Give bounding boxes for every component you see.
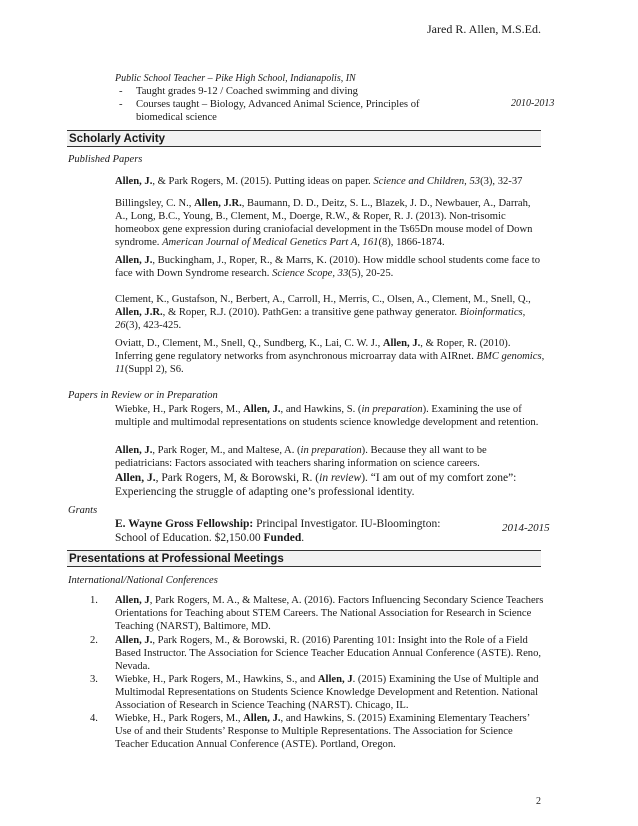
- presentation-0: Allen, J, Park Rogers, M. A., & Maltese, A. (2016). Factors Influencing Secondary Science Teachers Orientations for Teaching about STEM Careers. The National Association for Research in Science Teaching (NARST), Baltimore, MD.: [115, 595, 544, 632]
- review-label: Papers in Review or in Preparation: [68, 390, 218, 401]
- item-number: 3.: [90, 674, 98, 685]
- item-number: 2.: [90, 635, 98, 646]
- job-duty: - Taught grades 9-12 / Coached swimming and diving: [115, 85, 535, 98]
- job-entry: [115, 72, 535, 124]
- grant-date: 2014-2015: [502, 522, 550, 534]
- presentation-2: Wiebke, H., Park Rogers, M., Hawkins, S., and Allen, J. (2015) Examining the Use of Multiple and Multimodal Representations on Students Science Knowledge Development and Retention. National Association of Research in Science Teaching (NARST). Chicago, IL.: [115, 674, 539, 711]
- paper-1: Billingsley, C. N., Allen, J.R., Baumann, D. D., Deitz, S. L., Blazek, J. D., Newbauer, A., Darrah, A., Long, B.C., Young, B., Clement, M., Doerge, R.W., & Roper, R. J. (2013). Non-trisomic homeobox gene expression during craniofacial development in the Ts65Dn mouse model of Down syndrome. American Journal of Medical Genetics Part A, 161(8), 1866-1874.: [115, 198, 533, 248]
- item-number: 1.: [90, 595, 98, 606]
- grant-entry: E. Wayne Gross Fellowship: Principal Investigator. IU-Bloomington: School of Education. $2,150.00 Funded.: [115, 518, 441, 544]
- header-name: Jared R. Allen, M.S.Ed.: [427, 22, 541, 36]
- presentation-1: Allen, J., Park Rogers, M., & Borowski, R. (2016) Parenting 101: Insight into the Role of a Field Based Instructor. The Association for Science Teacher Education Annual Conference (ASTE). Reno, Nevada.: [115, 635, 542, 672]
- paper-4: Oviatt, D., Clement, M., Snell, Q., Sundberg, K., Lai, C. W. J., Allen, J., & Roper, R. (2010). Inferring gene regulatory networks from asynchronous microarray data with AIRnet. BMC genomics, 11(Suppl 2), S6.: [115, 338, 545, 375]
- job-duty: - Courses taught – Biology, Advanced Animal Science, Principles of biomedical science: [115, 98, 466, 124]
- section-presentations: Presentations at Professional Meetings: [67, 550, 541, 567]
- page-number: 2: [536, 796, 541, 807]
- job-duties: [115, 85, 535, 124]
- review-0: Wiebke, H., Park Rogers, M., Allen, J., and Hawkins, S. (in preparation). Examining the use of multiple and multimodal representations on students science knowledge development and retention.: [115, 404, 539, 428]
- grants-label: Grants: [68, 505, 98, 516]
- job-title: Public School Teacher – Pike High School, Indianapolis, IN: [115, 73, 356, 84]
- item-number: 4.: [90, 713, 98, 724]
- paper-2: Allen, J., Buckingham, J., Roper, R., & Marrs, K. (2010). How middle school students come face to face with Down Syndrome research. Science Scope, 33(5), 20-25.: [115, 255, 541, 279]
- published-label: Published Papers: [68, 154, 143, 165]
- paper-0: Allen, J., & Park Rogers, M. (2015). Putting ideas on paper. Science and Children, 53(3), 32-37: [115, 176, 523, 187]
- review-1: Allen, J., Park Roger, M., and Maltese, A. (in preparation). Because they all want to be pediatricians: Factors associated with teachers sharing information on science careers.: [115, 445, 487, 469]
- conferences-label: International/National Conferences: [68, 575, 218, 586]
- review-2: Allen, J., Park Rogers, M, & Borowski, R. (in review). “I am out of my comfort zone”: Experiencing the struggle of adapting one’s professional identity.: [115, 472, 517, 498]
- presentation-3: Wiebke, H., Park Rogers, M., Allen, J., and Hawkins, S. (2015) Examining Elementary Teachers’ Use of and their Students’ Response to Multiple Representations. The Association for Science Teacher Education Annual Conference (ASTE). Portland, Oregon.: [115, 713, 530, 750]
- job-date: 2010-2013: [511, 98, 555, 109]
- section-scholarly: Scholarly Activity: [67, 130, 541, 147]
- paper-3: Clement, K., Gustafson, N., Berbert, A., Carroll, H., Merris, C., Olsen, A., Clement, M., Snell, Q., Allen, J.R., & Roper, R.J. (2010). PathGen: a transitive gene pathway generator. Bioinformatics, 26(3), 423-425.: [115, 294, 531, 331]
